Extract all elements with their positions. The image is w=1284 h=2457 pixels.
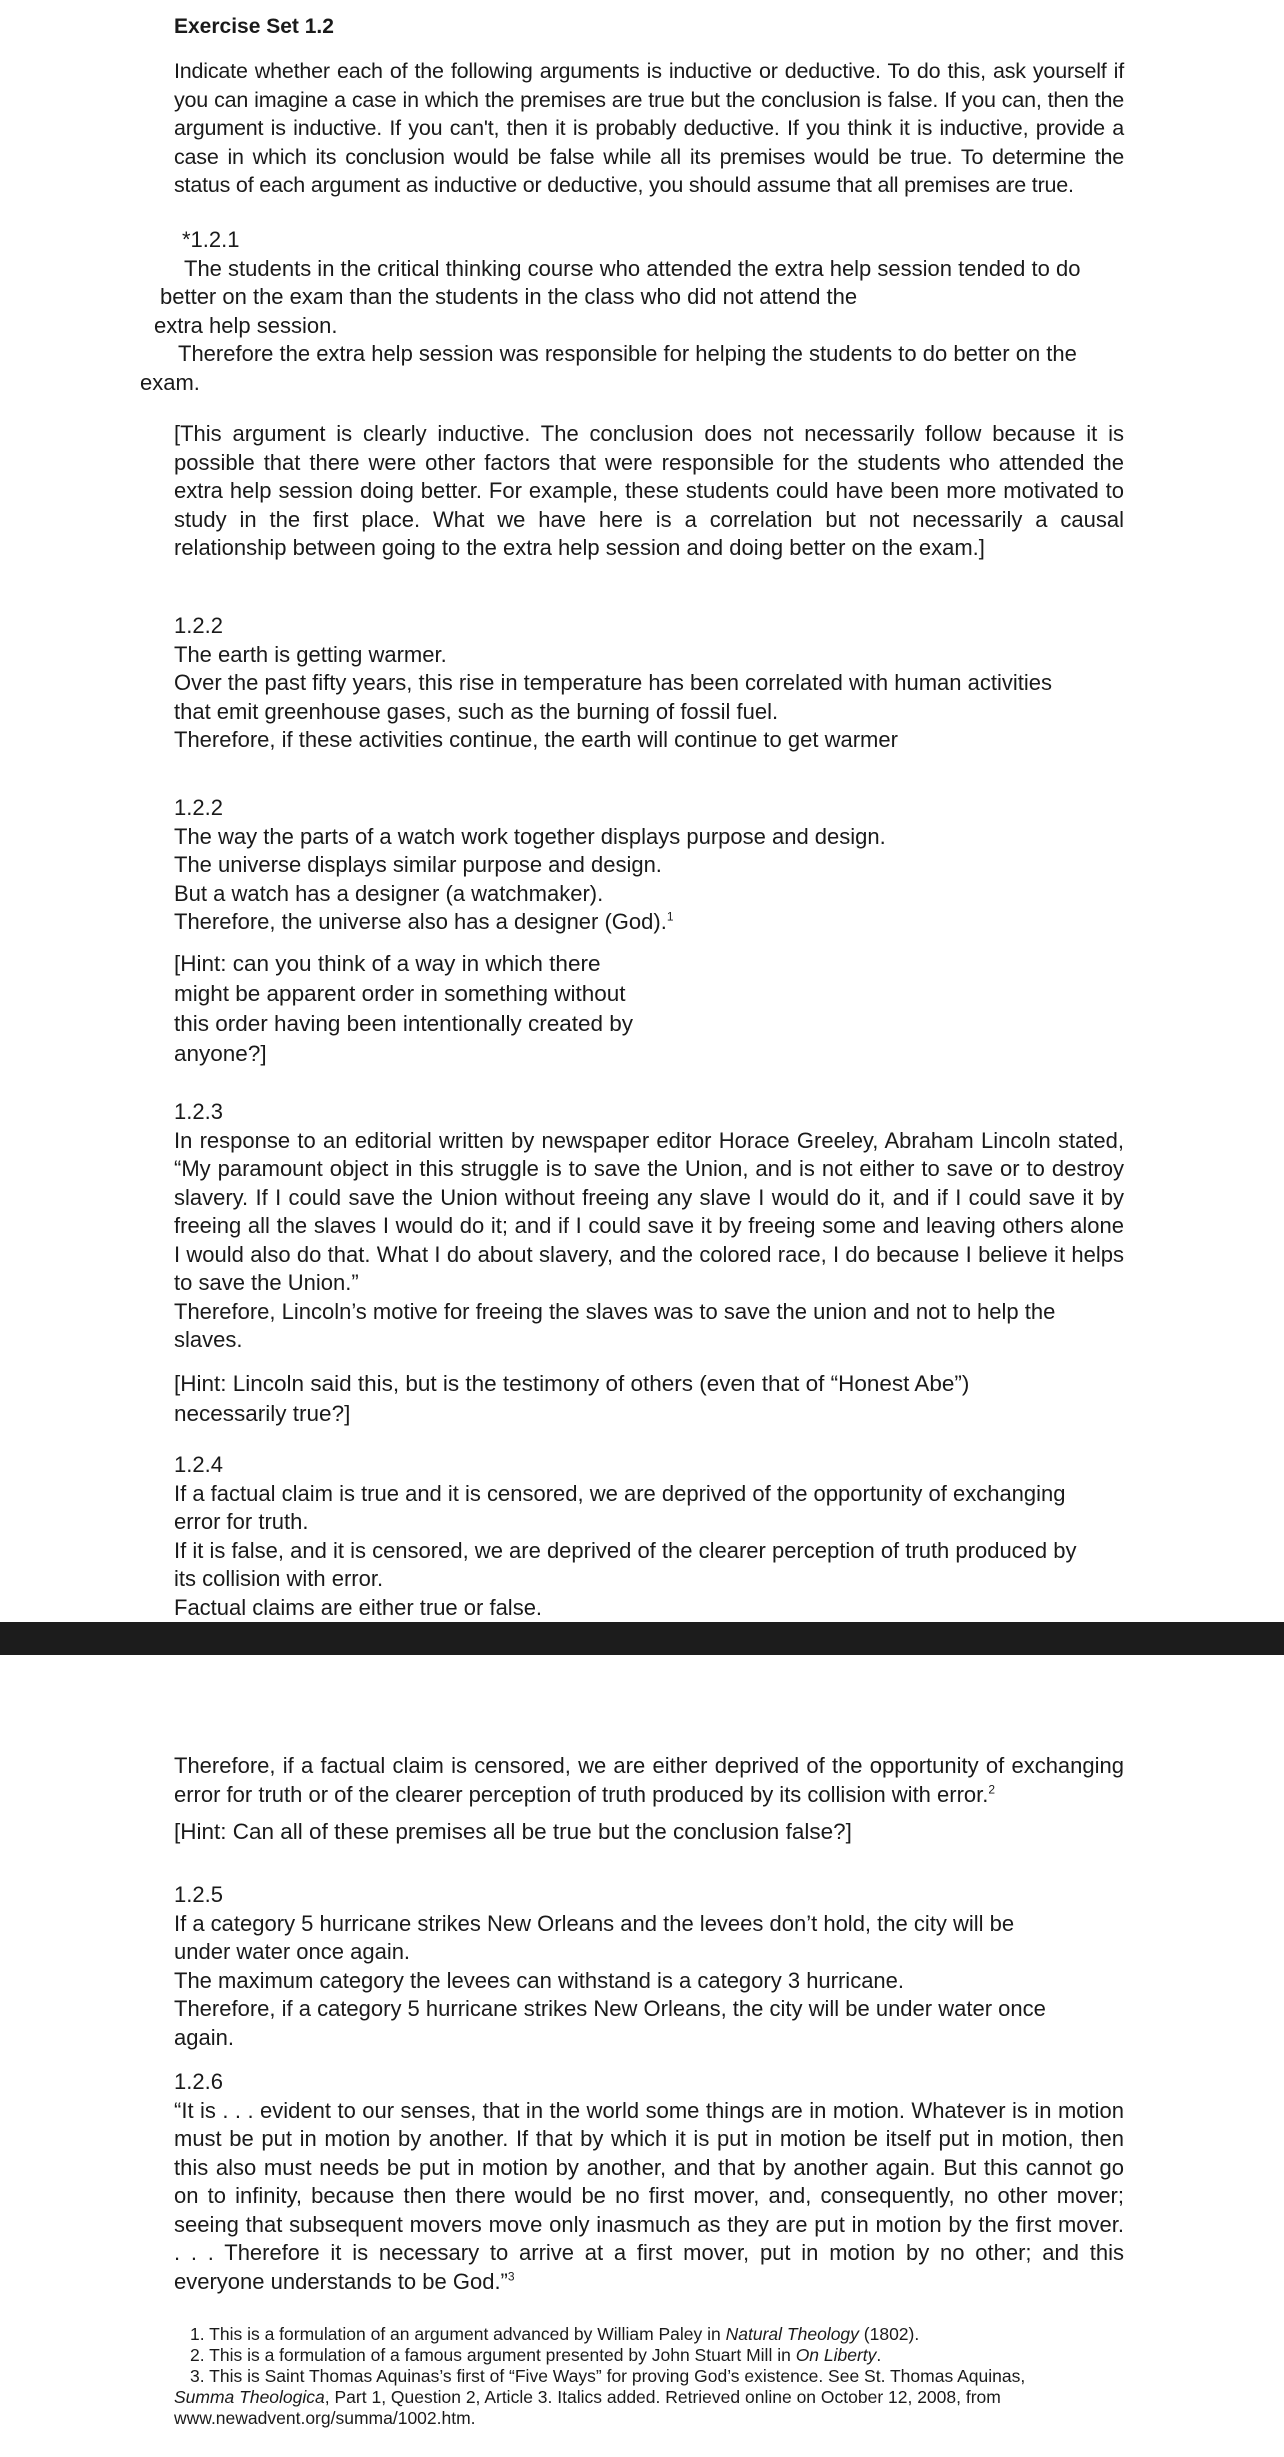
premise-line: The students in the critical thinking course who attended the extra help session tended to do: [184, 255, 1081, 281]
answer-1-2-1: [174, 420, 1124, 563]
footnote-text: 1. This is a formulation of an argument advanced by William Paley in: [190, 2324, 726, 2344]
footnote-ref: 2: [988, 1782, 996, 1797]
book-title: Natural Theology: [725, 2324, 859, 2344]
exercise-header: [174, 14, 1124, 200]
question-label: 1.2.2: [174, 795, 223, 820]
premise-line: If a factual claim is true and it is censored, we are deprived of the opportunity of exchanging error for truth.: [174, 1480, 1066, 1534]
footnote-3-cont: [174, 2387, 1124, 2408]
question-1-2-5: [174, 1881, 1124, 2052]
page-break-bar: [0, 1622, 1284, 1655]
question-label: 1.2.2: [174, 613, 223, 638]
footnote-3: [174, 2366, 1124, 2387]
question-1-2-2-warming: [174, 612, 1124, 755]
footnote-text: 2. This is a formulation of a famous argument presented by John Stuart Mill in: [190, 2345, 796, 2365]
hint-text: [Hint: Lincoln said this, but is the testimony of others (even that of “Honest Abe”) necessarily true?]: [174, 1370, 970, 1426]
premise-line: The universe displays similar purpose and design.: [174, 852, 662, 877]
premise-line: If a category 5 hurricane strikes New Orleans and the levees don’t hold, the city will be under water once again.: [174, 1910, 1015, 1964]
footnote-text: (1802).: [858, 2324, 920, 2344]
question-label: 1.2.6: [174, 2069, 223, 2094]
footnote-text: , Part 1, Question 2, Article 3. Italics added. Retrieved online on October 12, 2008, from: [324, 2387, 1001, 2407]
book-title: Summa Theologica: [174, 2387, 325, 2407]
hint-line: this order having been intentionally created by: [174, 1010, 634, 1036]
hint-line: anyone?]: [174, 1040, 267, 1066]
question-1-2-4-continued: [174, 1752, 1124, 1847]
question-label: 1.2.3: [174, 1099, 223, 1124]
conclusion-line: Therefore, if these activities continue, the earth will continue to get warmer: [174, 727, 898, 752]
footnote-text: 3. This is Saint Thomas Aquinas’s first of “Five Ways” for proving God’s existence. See St. Thomas Aquinas,: [190, 2366, 1026, 2386]
question-1-2-1: [140, 226, 1130, 397]
footnotes: [174, 2324, 1124, 2429]
premise-line: The way the parts of a watch work together displays purpose and design.: [174, 823, 886, 849]
footnote-3-url: www.newadvent.org/summa/1002.htm.: [174, 2408, 476, 2428]
question-1-2-4: [174, 1451, 1124, 1622]
hint-text: [Hint: Can all of these premises all be true but the conclusion false?]: [174, 1819, 852, 1844]
quote-text: [174, 2097, 1124, 2297]
footnote-1: [174, 2324, 1124, 2345]
question-label: *1.2.1: [182, 227, 240, 252]
exercise-instructions: Indicate whether each of the following arguments is inductive or deductive. To do this, ask yourself if you can imagine a case in which the premises are true but the conclusion is false. If you can, then the argument is inductive. If you can't, then it is probably deductive. If you think it is inductive, provide a case in which its conclusion would be false while all its premises would be true. To determine the status of each argument as inductive or deductive, you should assume that all premises are true.: [174, 59, 1124, 197]
conclusion-text: Therefore, if a factual claim is censored, we are either deprived of the opportunity of exchanging error for truth or of the clearer perception of truth produced by its collision with error.: [174, 1753, 1124, 1807]
question-1-2-6: [174, 2068, 1124, 2296]
footnote-2: [174, 2345, 1124, 2366]
footnote-ref: 1: [666, 909, 674, 924]
answer-text: [This argument is clearly inductive. The conclusion does not necessarily follow because it is possible that there were other factors that were responsible for the students who attended the extra help session doing better. For example, these students could have been more motivated to study in the first place. What we have here is a correlation but not necessarily a causal relationship between going to the extra help session and doing better on the exam.]: [174, 421, 1124, 560]
conclusion-line: [174, 1752, 1124, 1809]
premise-line: better on the exam than the students in the class who did not attend the: [160, 284, 858, 309]
quote-body: “It is . . . evident to our senses, that in the world some things are in motion. Whatever is in motion must be put in motion by another. If that by which it is put in motion be itself put in motion, then this also must needs be put in motion by another, and that by another again. But this cannot go on to infinity, because then there would be no first mover, and, consequently, no other mover; seeing that subsequent movers move only inasmuch as they are put in motion by the first mover. . . . Therefore it is necessary to arrive at a first mover, put in motion by no other; and this everyone understands to be God.”: [174, 2097, 1124, 2294]
premise-line: The maximum category the levees can withstand is a category 3 hurricane.: [174, 1967, 905, 1993]
hint-line: [Hint: can you think of a way in which there: [174, 950, 601, 976]
conclusion-text: Therefore, the universe also has a designer (God).: [174, 909, 667, 934]
premise-line: that emit greenhouse gases, such as the burning of fossil fuel.: [174, 698, 779, 724]
footnote-text: .: [876, 2345, 882, 2365]
conclusion-line: exam.: [140, 369, 200, 395]
question-1-2-3: [174, 1098, 1124, 1429]
conclusion-line: Therefore the extra help session was responsible for helping the students to do better on the: [178, 341, 1077, 366]
quote-text: In response to an editorial written by newspaper editor Horace Greeley, Abraham Lincoln stated, “My paramount object in this struggle is to save the Union, and is not either to save or to destroy slavery. If I could save the Union without freeing any slave I would do it, and if I could save it by freeing all the slaves I would do it; and if I could save it by freeing some and leaving others alone I would also do that. What I do about slavery, and the colored race, I do because I believe it helps to save the Union.”: [174, 1127, 1124, 1295]
hint-block: [174, 949, 1124, 1069]
premise-line: extra help session.: [154, 312, 338, 338]
book-title: On Liberty: [795, 2345, 877, 2365]
premise-line: Factual claims are either true or false.: [174, 1594, 543, 1620]
question-1-2-2-watchmaker: [174, 794, 1124, 1069]
premise-line: But a watch has a designer (a watchmaker).: [174, 880, 604, 906]
question-label: 1.2.4: [174, 1452, 223, 1477]
premise-line: The earth is getting warmer.: [174, 641, 447, 667]
premise-line: If it is false, and it is censored, we are deprived of the clearer perception of truth produced by its collision with error.: [174, 1537, 1077, 1591]
conclusion-line: Therefore, if a category 5 hurricane strikes New Orleans, the city will be under water once again.: [174, 1996, 1046, 2050]
premise-line: Over the past fifty years, this rise in temperature has been correlated with human activities: [174, 670, 1052, 695]
conclusion-line: [174, 908, 1124, 937]
hint-line: might be apparent order in something without: [174, 980, 626, 1006]
footnote-ref: 3: [507, 2269, 515, 2284]
exercise-title: Exercise Set 1.2: [174, 15, 334, 38]
question-label: 1.2.5: [174, 1882, 223, 1907]
conclusion-line: Therefore, Lincoln’s motive for freeing the slaves was to save the union and not to help the slaves.: [174, 1298, 1056, 1352]
